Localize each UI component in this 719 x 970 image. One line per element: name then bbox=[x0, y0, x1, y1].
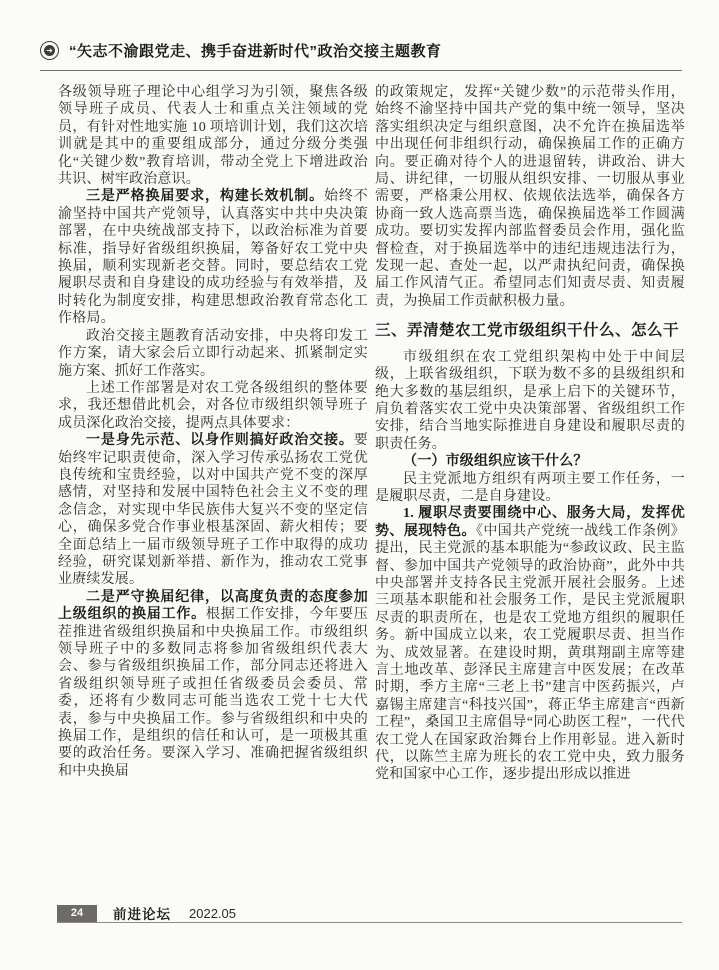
arrow-right-circle-icon bbox=[40, 41, 59, 60]
paragraph: 上述工作部署是对农工党各级组织的整体要求，我还想借此机会，对各位市级组织领导班子成员深化政治交接，提两点具体要求： bbox=[58, 380, 368, 431]
arrow-glyph: ➔ bbox=[44, 45, 55, 56]
paragraph: 市级组织在农工党组织架构中处于中间层级，上联省级组织，下联为数不多的县级组织和绝大多数的基层组织，是承上启下的关键环节，肩负着落实农工党中央决策部署、省级组织工作安排，结合当地实际推进自身建设和履职尽责的职责任务。 bbox=[375, 349, 685, 452]
bold-lead: 一是身先示范、以身作则搞好政治交接。 bbox=[86, 433, 354, 449]
bold-lead: 三是严格换届要求，构建长效机制。 bbox=[86, 189, 325, 205]
section-running-title: “矢志不渝跟党走、携手奋进新时代”政治交接主题教育 bbox=[69, 43, 442, 60]
paragraph: 的政策规定，发挥“关键少数”的示范带头作用，始终不渝坚持中国共产党的集中统一领导，坚决落实组织决定与组织意图，决不允许在换届选举中出现任何非组织行动，确保换届工作的正确方向。要正确对待个人的进退留转，讲政治、讲大局、讲纪律，一切服从组织安排、一切服从事业需要，严格秉公用权、依规依法选举，确保各方协商一致人选高票当选，确保换届选举工作圆满成功。要切实发挥内部监督委员会作用，强化监督检查，对于换届选举中的违纪违规违法行为，发现一起、查处一起，以严肃执纪问责，确保换届工作风清气正。希望同志们知责尽责、知责履责，为换届工作贡献积极力量。 bbox=[375, 85, 685, 309]
paragraph: 民主党派地方组织有两项主要工作任务，一是履职尽责，二是自身建设。 bbox=[375, 471, 685, 504]
bold-lead: 二是严守换届纪律，以高度负责的态度参加上级组织的换届工作。 bbox=[58, 589, 368, 623]
section-heading: 三、弄清楚农工党市级组织干什么、怎么干 bbox=[375, 322, 680, 340]
left-column bbox=[58, 84, 368, 902]
paragraph: 三是严格换届要求，构建长效机制。始终不渝坚持中国共产党领导，认真落实中共中央决策部署，在中央统战部支持下，以政治标准为首要标准，指导好省级组织换届，筹备好农工党中央换届，顺利实现新老交替。同时，要总结农工党履职尽责和自身建设的成功经验与有效举措，及时转化为制度安排，构建思想政治教育常态化工作格局。 bbox=[58, 189, 368, 327]
page-header bbox=[40, 40, 682, 71]
paragraph: 二是严守换届纪律，以高度负责的态度参加上级组织的换届工作。根据工作安排，今年要压茬推进省级组织换届和中央换届工作。市级组织领导班子中的多数同志将参加省级组织代表大会、参与省级组织换届工作，部分同志还将进入省级组织领导班子或担任省级委员会委员、常委，还将有少数同志可能当选农工党十七大代表，参与中央换届工作。参与省级组织和中央的换届工作，是组织的信任和认可，是一项极其重要的政治任务。要深入学习、准确把握省级组织和中央换届 bbox=[58, 589, 368, 779]
paragraph: 1. 履职尽责要围绕中心、服务大局，发挥优势、展现特色。《中国共产党统一战线工作条例》提出，民主党派的基本职能为“参政议政、民主监督、参加中国共产党领导的政治协商”，此外中共中央部署并支持各民主党派开展社会服务。上述三项基本职能和社会服务工作，是民主党派履职尽责的职责所在，也是农工党地方组织的履职任务。新中国成立以来，农工党履职尽责、担当作为、成效显著。在建设时期，黄琪翔副主席等建言土地改革、彭泽民主席建言中医发展；在改革时期，季方主席“三老上书”建言中医药振兴，卢嘉锡主席建言“科技兴国”，蒋正华主席建言“西新工程”，桑国卫主席倡导“同心助医工程”，一代代农工党人在国家政治舞台上作用彰显。进入新时代，以陈竺主席为班长的农工党中央，致力服务党和国家中心工作，逐步提出形成以推进 bbox=[375, 506, 685, 783]
journal-title: 前进论坛 bbox=[113, 907, 171, 922]
two-column-text bbox=[58, 84, 685, 902]
right-column bbox=[375, 84, 685, 902]
paragraph: 一是身先示范、以身作则搞好政治交接。要始终牢记职责使命，深入学习传承弘扬农工党优良传统和宝贵经验，以对中国共产党不变的深厚感情，对坚持和发展中国特色社会主义不变的理念信念，对实现中华民族伟大复兴不变的坚定信心，确保多党合作事业根基深固、薪火相传；要全面总结上一届市级领导班子工作中取得的成功经验，研究谋划新举措、新作为，推动农工党事业赓续发展。 bbox=[58, 433, 368, 588]
page-footer bbox=[57, 904, 682, 923]
issue-number: 2022.05 bbox=[189, 905, 236, 921]
bold-lead: 1. 履职尽责要围绕中心、服务大局，发挥优势、展现特色。 bbox=[375, 506, 685, 539]
paragraph bbox=[375, 453, 685, 470]
paragraph: 政治交接主题教育活动安排，中央将印发工作方案，请大家会后立即行动起来、抓紧制定实施方案、抓好工作落实。 bbox=[58, 328, 368, 379]
bold-lead: （一）市级组织应该干什么？ bbox=[403, 454, 588, 470]
page-number-badge: 24 bbox=[57, 905, 97, 922]
paragraph: 各级领导班子理论中心组学习为引领，聚焦各级领导班子成员、代表人士和重点关注领域的党员，有针对性地实施 10 项培训计划，我们这次培训就是其中的重要组成部分，通过分级分类强化“关键少数”教育培训，带动全党上下增进政治共识、树牢政治意识。 bbox=[58, 85, 368, 188]
